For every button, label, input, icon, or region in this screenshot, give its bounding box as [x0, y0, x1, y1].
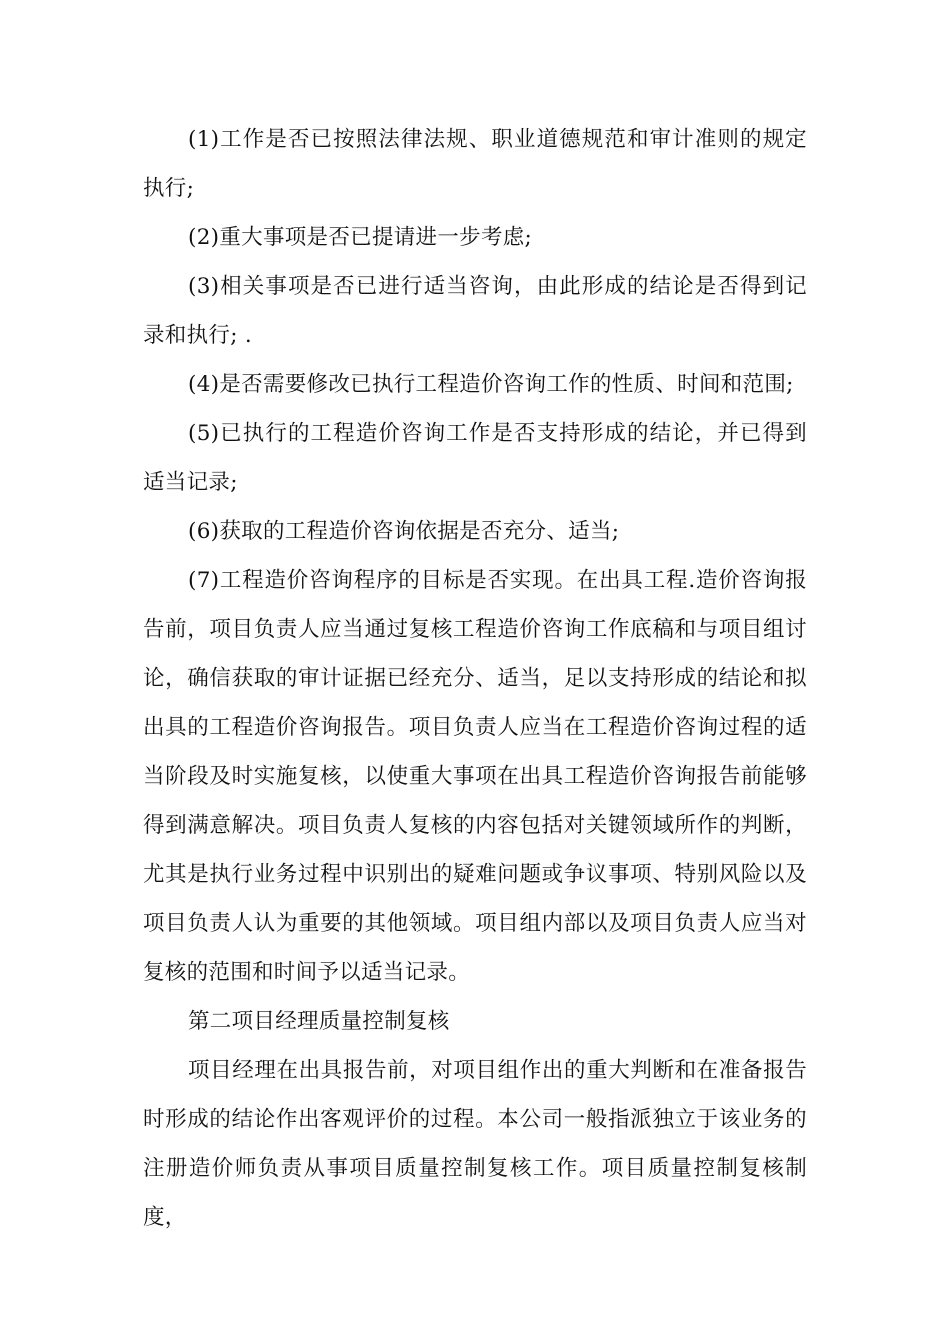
- section-heading: 第二项目经理质量控制复核: [188, 1009, 450, 1034]
- paragraph-item-4: (4)是否需要修改已执行工程造价咨询工作的性质、时间和范围;: [188, 372, 794, 397]
- paragraph-item-3: (3)相关事项是否已进行适当咨询，由此形成的结论是否得到记录和执行; .: [143, 274, 807, 348]
- paragraph-item-9: 项目经理在出具报告前，对项目组作出的重大判断和在准备报告时形成的结论作出客观评价的过程。本公司一般指派独立于该业务的注册造价师负责从事项目质量控制复核工作。项目质量控制复核制度，: [143, 1058, 807, 1230]
- paragraph-item-1: (1)工作是否已按照法律法规、职业道德规范和审计准则的规定执行;: [143, 127, 807, 201]
- paragraph-item-5: (5)已执行的工程造价咨询工作是否支持形成的结论，并已得到适当记录;: [143, 421, 807, 495]
- paragraph-item-2: (2)重大事项是否已提请进一步考虑;: [188, 225, 533, 250]
- document-body: [143, 115, 807, 1242]
- paragraph-item-7: (7)工程造价咨询程序的目标是否实现。在出具工程.造价咨询报告前，项目负责人应当通过复核工程造价咨询工作底稿和与项目组讨论，确信获取的审计证据已经充分、适当，足以支持形成的结论和拟出具的工程造价咨询报告。项目负责人应当在工程造价咨询过程的适当阶段及时实施复核，以使重大事项在出具工程造价咨询报告前能够得到满意解决。项目负责人复核的内容包括对关键领域所作的判断，尤其是执行业务过程中识别出的疑难问题或争议事项、特别风险以及项目负责人认为重要的其他领域。项目组内部以及项目负责人应当对复核的范围和时间予以适当记录。: [143, 568, 807, 985]
- paragraph-item-6: (6)获取的工程造价咨询依据是否充分、适当;: [188, 519, 620, 544]
